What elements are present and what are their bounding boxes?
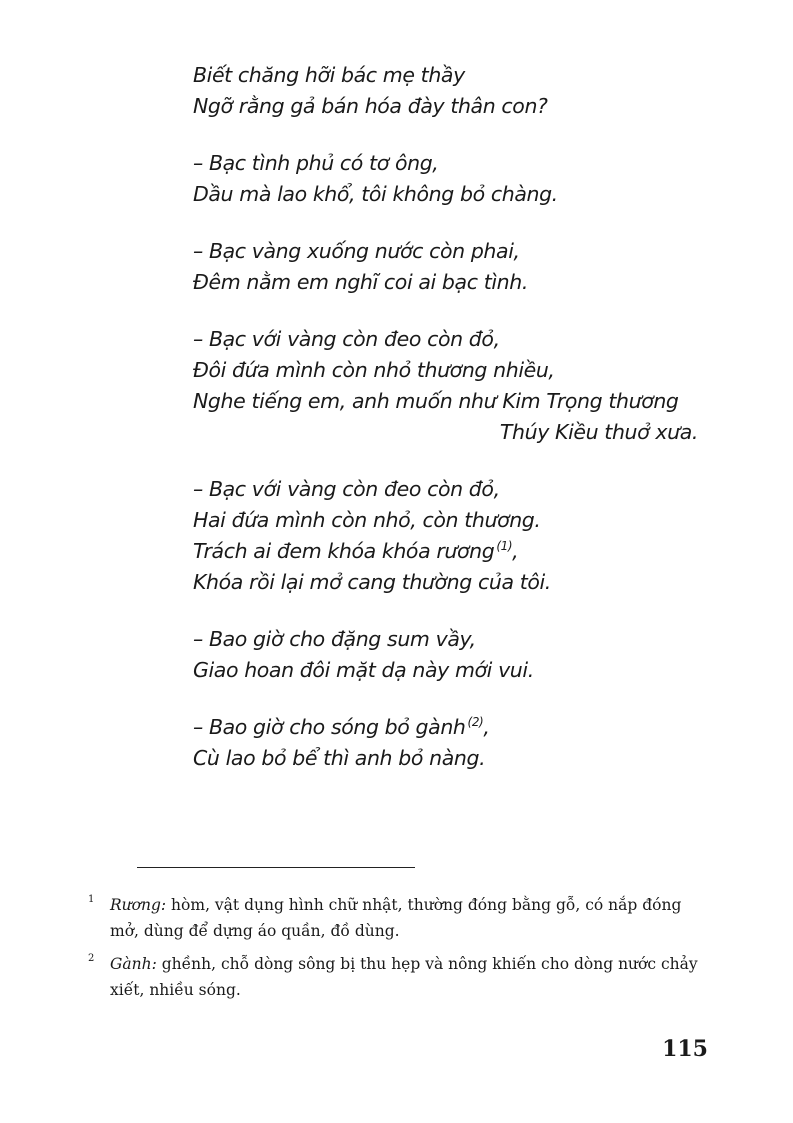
poem-line-text: – Bạc tình phủ có tơ ông, — [193, 151, 439, 175]
footnote-divider — [137, 867, 415, 868]
poem-line — [193, 474, 733, 505]
poem-line-text: Đêm nằm em nghĩ coi ai bạc tình. — [193, 270, 528, 294]
poem-line-text: Cù lao bỏ bể thì anh bỏ nàng. — [193, 746, 486, 770]
poem-line-text: Đôi đứa mình còn nhỏ thương nhiều, — [193, 358, 555, 382]
poem-line — [193, 386, 733, 417]
poem-line — [193, 567, 733, 598]
poem-line-text: Trách ai đem khóa khóa rương — [193, 539, 495, 563]
poem-line — [193, 355, 733, 386]
stanza — [193, 148, 733, 210]
poem-line-text: Thúy Kiều thuở xưa. — [499, 420, 698, 444]
poem-line — [193, 148, 733, 179]
poem-line — [193, 712, 733, 743]
poem-line — [193, 91, 733, 122]
poem-line — [193, 417, 733, 448]
poem-line-text: – Bao giờ cho đặng sum vầy, — [193, 627, 476, 651]
poem-line-text: Hai đứa mình còn nhỏ, còn thương. — [193, 508, 541, 532]
footnote-text: hòm, vật dụng hình chữ nhật, thường đóng bằng gỗ, có nắp đóng mở, dùng để dựng áo quần, đồ dùng. — [110, 896, 682, 940]
footnote — [88, 951, 708, 1003]
poem-line — [193, 624, 733, 655]
footnote-number: 2 — [88, 953, 95, 964]
poem-line-punctuation: , — [483, 715, 490, 739]
stanza — [193, 324, 733, 448]
poem-line — [193, 505, 733, 536]
stanza — [193, 712, 733, 774]
stanza — [193, 474, 733, 598]
poem-line-text: Khóa rồi lại mở cang thường của tôi. — [193, 570, 551, 594]
poem-line-text: Biết chăng hỡi bác mẹ thầy — [193, 63, 465, 87]
footnote-number: 1 — [88, 894, 95, 905]
poem-line — [193, 536, 733, 567]
poem-line — [193, 236, 733, 267]
stanza — [193, 236, 733, 298]
poem-line — [193, 179, 733, 210]
stanza — [193, 624, 733, 686]
poem-line — [193, 324, 733, 355]
page-number: 115 — [662, 1036, 708, 1062]
poem-line — [193, 267, 733, 298]
footnote — [88, 892, 708, 944]
footnotes — [88, 892, 708, 1010]
poem-line-text: – Bạc với vàng còn đeo còn đỏ, — [193, 477, 500, 501]
poem-line — [193, 60, 733, 91]
footnote-term: Rương: — [110, 896, 167, 914]
poem-line-text: – Bạc với vàng còn đeo còn đỏ, — [193, 327, 500, 351]
footnote-reference: (2) — [467, 715, 484, 730]
poem-line-text: Dầu mà lao khổ, tôi không bỏ chàng. — [193, 182, 558, 206]
poem-line-text: Giao hoan đôi mặt dạ này mới vui. — [193, 658, 534, 682]
poem-line-text: Nghe tiếng em, anh muốn như Kim Trọng thương — [193, 389, 679, 413]
poem-line-text: – Bạc vàng xuống nước còn phai, — [193, 239, 520, 263]
poem-line-text: – Bao giờ cho sóng bỏ gành — [193, 715, 466, 739]
footnote-reference: (1) — [496, 539, 513, 554]
poem-line-punctuation: , — [512, 539, 519, 563]
poem-line-text: Ngỡ rằng gả bán hóa đày thân con? — [193, 94, 548, 118]
footnote-term: Gành: — [110, 955, 157, 973]
poem — [193, 60, 733, 800]
poem-line — [193, 655, 733, 686]
stanza — [193, 60, 733, 122]
poem-line — [193, 743, 733, 774]
footnote-text: ghềnh, chỗ dòng sông bị thu hẹp và nông khiến cho dòng nước chảy xiết, nhiều sóng. — [110, 955, 698, 999]
